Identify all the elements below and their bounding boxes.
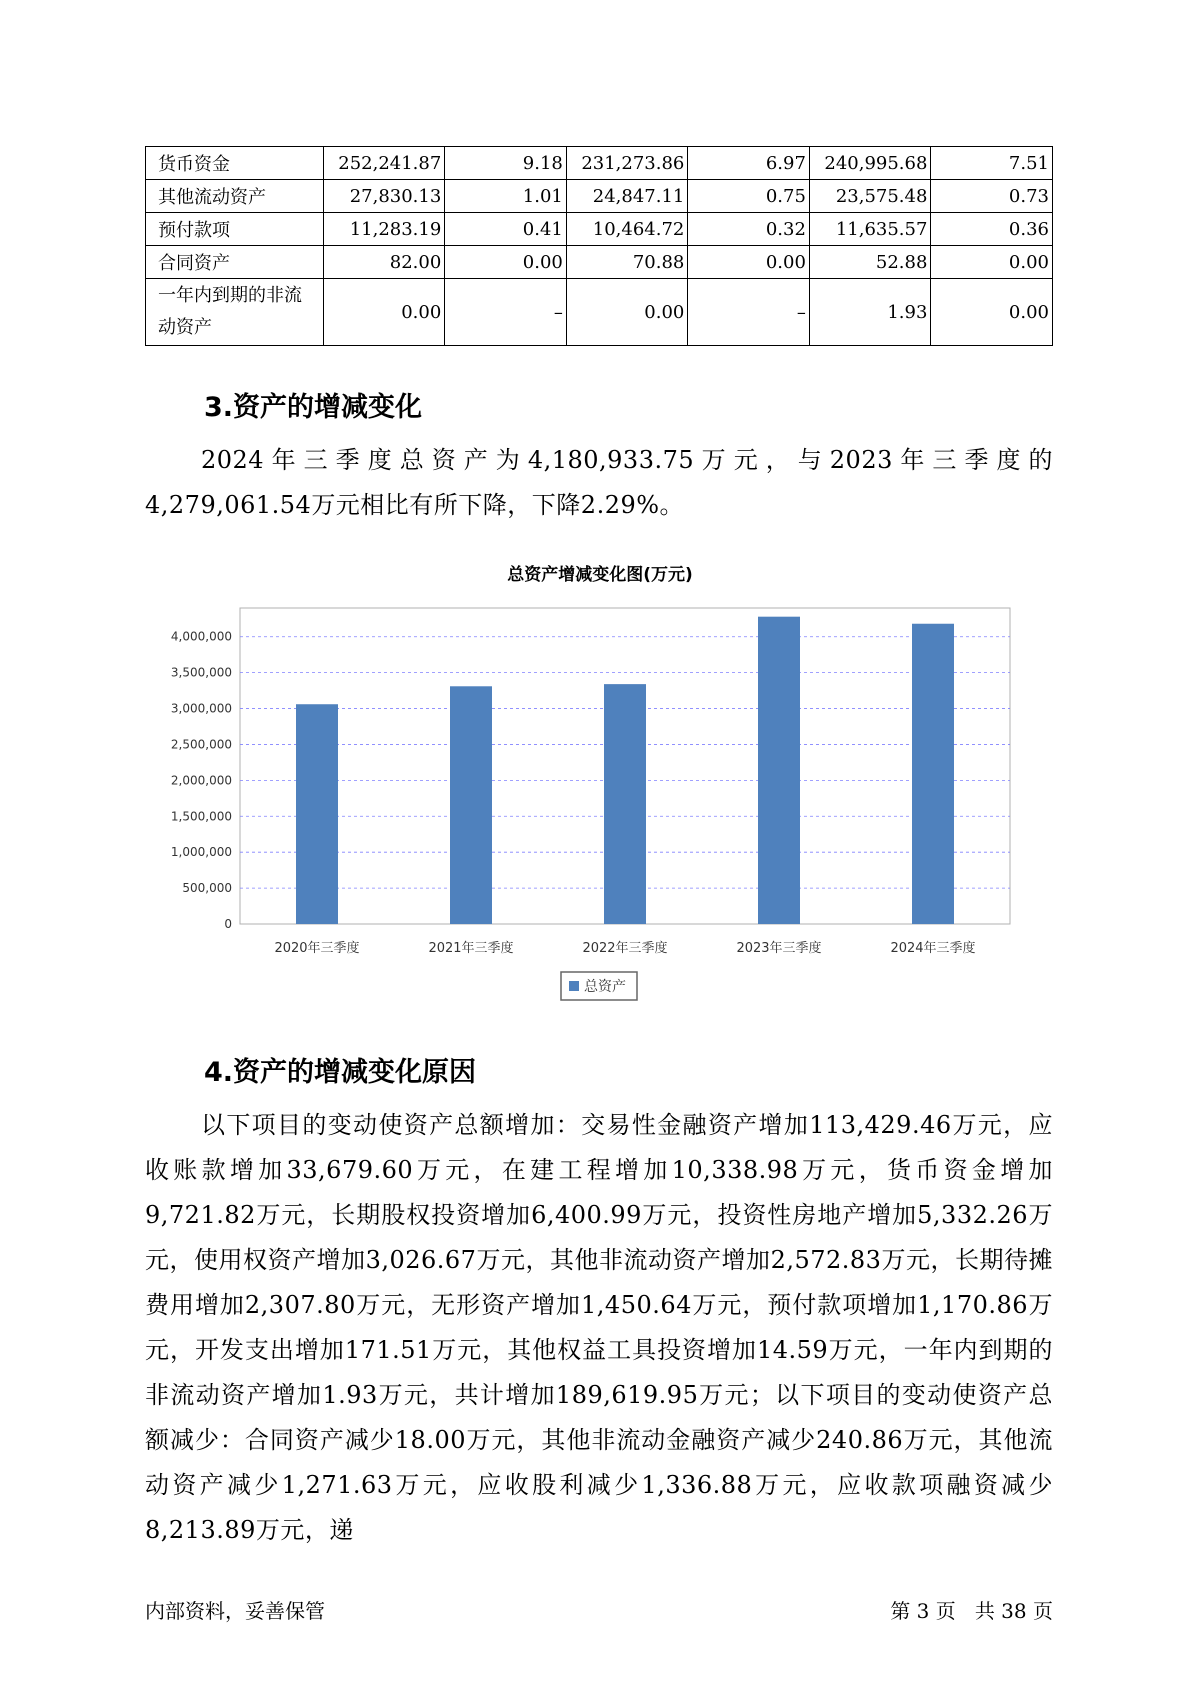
y-tick-label: 3,000,000: [170, 701, 232, 716]
y-tick-label: 3,500,000: [170, 665, 232, 680]
cell-value: 0.00: [931, 279, 1053, 346]
section-heading: 3.资产的增减变化: [204, 392, 423, 423]
cell-value: 0.00: [323, 279, 445, 346]
cell-value: 10,464.72: [566, 213, 688, 246]
bar: [758, 617, 800, 924]
legend-label: 总资产: [584, 979, 626, 995]
cell-value: 70.88: [566, 246, 688, 279]
cell-value: 0.41: [445, 213, 567, 246]
row-label: 货币资金: [146, 147, 324, 180]
cell-value: 23,575.48: [809, 180, 931, 213]
section-paragraph: 2024年三季度总资产为4,180,933.75万元，与2023年三季度的4,279,061.54万元相比有所下降，下降2.29%。: [145, 446, 1053, 519]
x-tick-label: 2020年三季度: [274, 941, 360, 956]
x-tick-label: 2021年三季度: [428, 941, 514, 956]
cell-value: 6.97: [688, 147, 810, 180]
cell-value: 0.75: [688, 180, 810, 213]
x-tick-label: 2024年三季度: [890, 941, 976, 956]
cell-value: 1.93: [809, 279, 931, 346]
y-tick-label: 0: [224, 917, 232, 931]
cell-value: 240,995.68: [809, 147, 931, 180]
bar: [912, 624, 954, 924]
cell-value: 252,241.87: [323, 147, 445, 180]
cell-value: 7.51: [931, 147, 1053, 180]
cell-value: 27,830.13: [323, 180, 445, 213]
row-label: 其他流动资产: [146, 180, 324, 213]
y-tick-layer: [171, 630, 232, 931]
y-tick-label: 4,000,000: [170, 629, 232, 644]
y-tick-label: 1,000,000: [170, 845, 232, 860]
y-tick-label: 2,500,000: [170, 737, 232, 752]
section-paragraph: 以下项目的变动使资产总额增加：交易性金融资产增加113,429.46万元，应收账款增加33,679.60万元，在建工程增加10,338.98万元，货币资金增加9,721.82万元，长期股权投资增加6,400.99万元，投资性房地产增加5,332.26万元，使用权资产增加3,026.67万元，其他非流动资产增加2,572.83万元，长期待摊费用增加2,307.80万元，无形资产增加1,450.64万元，预付款项增加1,170.86万元，开发支出增加171.51万元，其他权益工具投资增加14.59万元，一年内到期的非流动资产增加1.93万元，共计增加189,619.95万元；以下项目的变动使资产总额减少：合同资产减少18.00万元，其他非流动金融资产减少240.86万元，其他流动资产减少1,271.63万元，应收股利减少1,336.88万元，应收款项融资减少8,213.89万元，递: [145, 1111, 1053, 1544]
x-tick-label: 2022年三季度: [582, 941, 668, 956]
section-heading: 4.资产的增减变化原因: [204, 1057, 477, 1088]
cell-value: 9.18: [445, 147, 567, 180]
table-row: [146, 180, 1053, 213]
table-row: [146, 213, 1053, 246]
y-tick-label: 500,000: [182, 881, 232, 896]
cell-value: 24,847.11: [566, 180, 688, 213]
x-tick-layer: [274, 940, 975, 956]
total-assets-chart: [150, 556, 1020, 1016]
cell-value: 11,283.19: [323, 213, 445, 246]
cell-value: 1.01: [445, 180, 567, 213]
cell-value: –: [445, 279, 567, 346]
cell-value: 0.36: [931, 213, 1053, 246]
row-label-line: 一年内到期的非流: [158, 285, 302, 306]
cell-value: 52.88: [809, 246, 931, 279]
legend-swatch: [569, 981, 579, 991]
cell-value: 0.00: [445, 246, 567, 279]
cell-value: 0.00: [688, 246, 810, 279]
legend: [561, 972, 637, 1000]
chart-title: 总资产增减变化图(万元): [507, 565, 693, 585]
row-label-line: 动资产: [158, 317, 212, 338]
bar: [296, 704, 338, 924]
cell-value: 0.32: [688, 213, 810, 246]
cell-value: –: [688, 279, 810, 346]
cell-value: 231,273.86: [566, 147, 688, 180]
table-row: [146, 246, 1053, 279]
row-label: [146, 279, 324, 346]
cell-value: 11,635.57: [809, 213, 931, 246]
y-tick-label: 2,000,000: [170, 773, 232, 788]
cell-value: 0.00: [566, 279, 688, 346]
cell-value: 82.00: [323, 246, 445, 279]
table-row: [146, 147, 1053, 180]
bar: [604, 684, 646, 924]
bar: [450, 686, 492, 924]
footer-left: 内部资料，妥善保管: [145, 1599, 325, 1623]
footer-page-number: 第 3 页 共 38 页: [890, 1599, 1053, 1623]
cell-value: 0.00: [931, 246, 1053, 279]
table-row: [146, 279, 1053, 346]
row-label: 合同资产: [146, 246, 324, 279]
x-tick-label: 2023年三季度: [736, 941, 822, 956]
y-tick-label: 1,500,000: [170, 809, 232, 824]
cell-value: 0.73: [931, 180, 1053, 213]
chart-svg: [150, 556, 1020, 1016]
row-label: 预付款项: [146, 213, 324, 246]
asset-table: [145, 146, 1053, 346]
